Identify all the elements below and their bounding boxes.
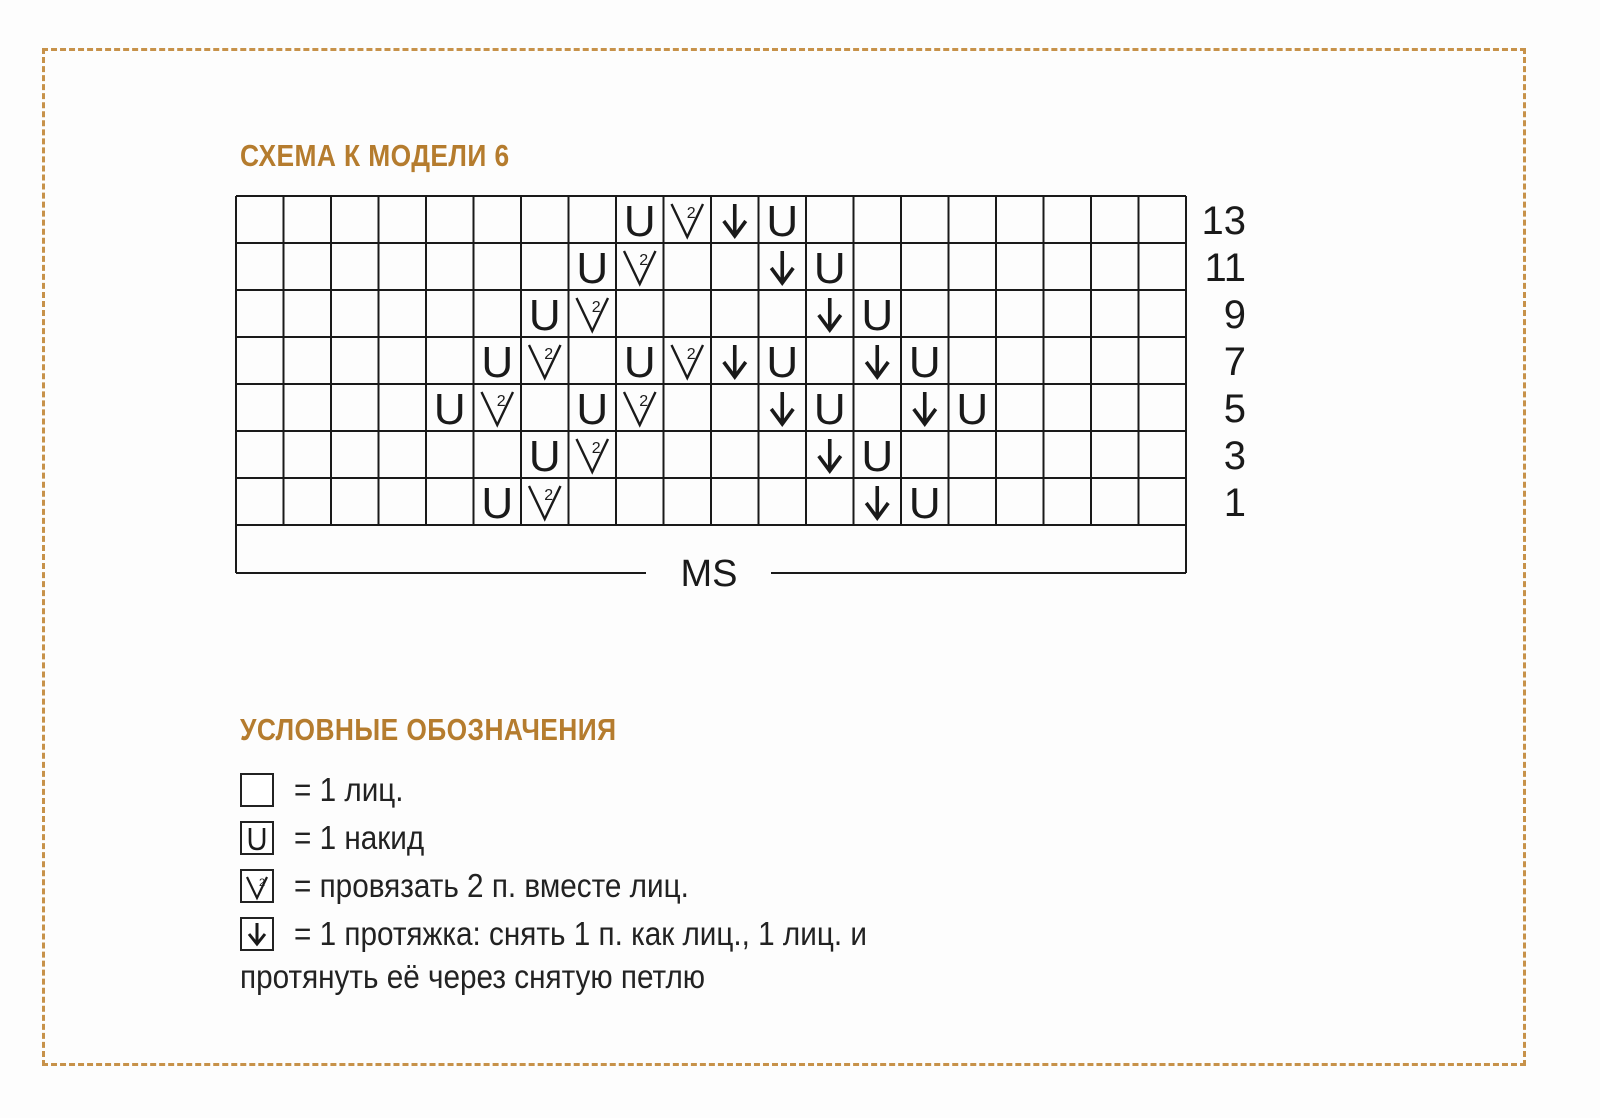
k2tog-mark: 2 [496, 393, 506, 410]
legend-item-yarn-over [240, 818, 439, 858]
skp-arrow-icon [771, 392, 793, 424]
row-number-label: 5 [1223, 387, 1246, 431]
yarn-over-icon: U [623, 197, 656, 246]
yarn-over-icon: U [861, 432, 894, 481]
legend-label-yarn-over: = 1 накид [294, 819, 425, 856]
skp-arrow-icon [771, 251, 793, 283]
k2tog-mark: 2 [639, 252, 649, 269]
skp-arrow-icon [866, 345, 888, 377]
legend-title: УСЛОВНЫЕ ОБОЗНАЧЕНИЯ [240, 712, 617, 747]
knit-symbol-icon [240, 773, 274, 807]
yarn-over-icon: U [766, 338, 799, 387]
legend-item-k2tog [240, 866, 733, 906]
skp-arrow-icon [819, 298, 841, 330]
k2tog-mark: 2 [686, 346, 696, 363]
yarn-over-icon: U [813, 385, 846, 434]
row-number-label: 7 [1223, 340, 1246, 384]
yarn-over-icon: U [908, 338, 941, 387]
k2tog-symbol-icon [240, 869, 274, 903]
yarn-over-icon: U [908, 479, 941, 528]
row-number-label: 9 [1223, 293, 1246, 337]
k2tog-mark: 2 [544, 346, 554, 363]
yarn-over-icon: U [433, 385, 466, 434]
legend-item-skp [240, 914, 931, 954]
k2tog-mark-icon: 2 [259, 877, 266, 889]
row-number-label: 13 [1201, 199, 1246, 243]
yarn-over-icon: U [766, 197, 799, 246]
skp-arrow-icon [724, 204, 746, 236]
skp-arrow-icon [866, 486, 888, 518]
row-number-label: 3 [1223, 434, 1246, 478]
legend-label-skp-continuation: протянуть её через снятую петлю [240, 958, 706, 995]
yarn-over-icon: U [813, 244, 846, 293]
yarn-over-symbol-icon [240, 821, 274, 855]
k2tog-mark: 2 [591, 440, 601, 457]
row-number-label: 1 [1223, 481, 1246, 525]
chart-title: СХЕМА К МОДЕЛИ 6 [240, 138, 510, 173]
repeat-label: MS [680, 553, 738, 595]
k2tog-mark: 2 [639, 393, 649, 410]
yarn-over-icon: U [861, 291, 894, 340]
yarn-over-icon: U [481, 479, 514, 528]
legend-label-skp: = 1 протяжка: снять 1 п. как лиц., 1 лиц. и [294, 915, 867, 952]
yarn-over-icon: U [576, 385, 609, 434]
yarn-over-icon: U [576, 244, 609, 293]
yarn-over-icon: U [956, 385, 989, 434]
row-number-label: 11 [1204, 246, 1246, 290]
legend-item-knit [240, 770, 416, 810]
yarn-over-icon: U [528, 432, 561, 481]
k2tog-mark: 2 [686, 205, 696, 222]
skp-arrow-symbol-icon [240, 917, 274, 951]
yarn-over-icon: U [528, 291, 561, 340]
skp-arrow-icon [819, 439, 841, 471]
legend-label-k2tog: = провязать 2 п. вместе лиц. [294, 867, 689, 904]
yarn-over-icon: U [623, 338, 656, 387]
yarn-over-icon: U [481, 338, 514, 387]
legend-label-knit: = 1 лиц. [294, 771, 404, 808]
k2tog-mark: 2 [591, 299, 601, 316]
k2tog-mark: 2 [544, 487, 554, 504]
skp-arrow-icon [914, 392, 936, 424]
skp-arrow-icon [724, 345, 746, 377]
